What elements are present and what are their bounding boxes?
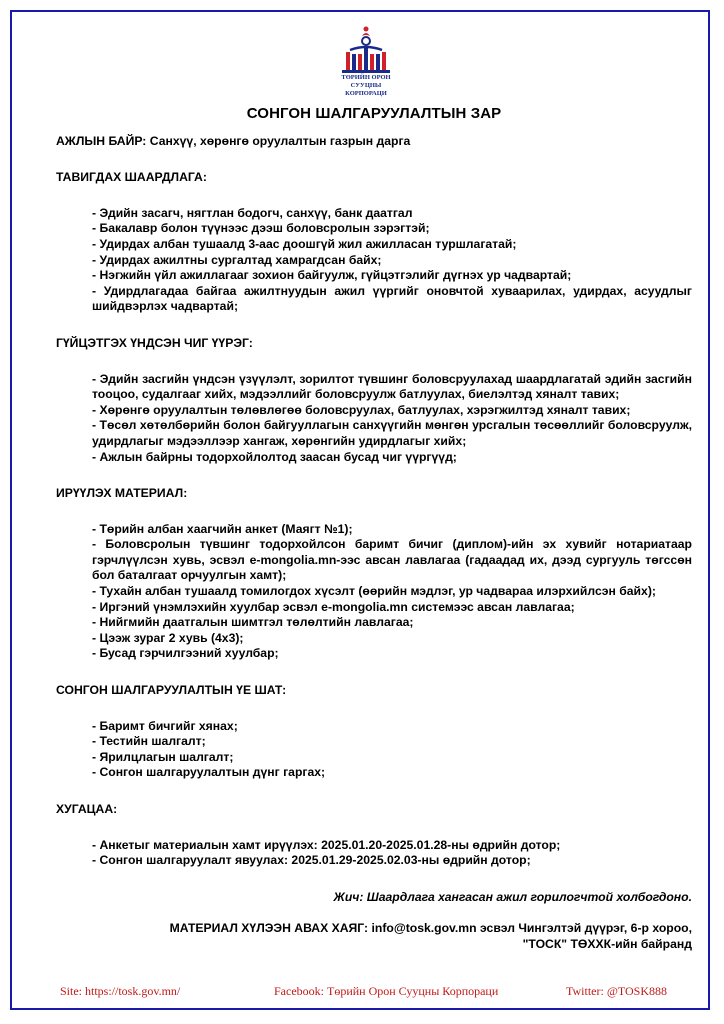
footer-facebook-link[interactable]: Facebook: Төрийн Орон Сууцны Корпораци (274, 984, 499, 998)
duties-heading: ГҮЙЦЭТГЭХ ҮНДСЭН ЧИГ ҮҮРЭГ: (56, 335, 253, 350)
deadline-heading: ХУГАЦАА: (56, 802, 118, 816)
list-item: - Бусад гэрчилгээний хуулбар; (92, 646, 279, 661)
note-text: Жич: Шаардлага хангасан ажил горилогчтой холбогдоно. (333, 889, 692, 904)
materials-heading: ИРҮҮЛЭХ МАТЕРИАЛ: (56, 486, 188, 501)
stages-heading: СОНГОН ШАЛГАРУУЛАЛТЫН ҮЕ ШАТ: (56, 683, 287, 698)
list-item: - Сонгон шалгаруулалт явуулах: 2025.01.29-2025.02.03-ны өдрийн дотор; (92, 853, 531, 868)
materials-list (56, 522, 692, 662)
list-item: - Нэгжийн үйл ажиллагааг зохион байгуулж, гүйцэтгэлийг дүгнэх ур чадвартай; (92, 268, 572, 283)
contact-line1: МАТЕРИАЛ ХҮЛЭЭН АВАХ ХАЯГ: info@tosk.gov.mn эсвэл Чингэлтэй дүүрэг, 6-р хороо, (169, 921, 692, 936)
list-item: - Удирдлагадаа байгаа ажилтнуудын ажил үүргийг оновчтой хуваарилах, удирдах, асуудлыг шийдвэрлэх чадвартай; (92, 283, 692, 314)
footer-site-link[interactable]: Site: https://tosk.gov.mn/ (60, 984, 181, 998)
list-item: - Удирдах албан тушаалд 3-аас доошгүй жил ажилласан туршлагатай; (92, 236, 517, 251)
list-item: - Төсөл хөтөлбөрийн болон байгууллагын санхүүгийн мөнгөн урсгалын төсөөллийг боловсруулж, удирдлагыг мэдээллээр хангаж, хөрөнгийн удирдлагыг хийх; (92, 418, 692, 448)
list-item: - Тухайн албан тушаалд томилогдох хүсэлт (өөрийн мэдлэг, ур чадвараа илэрхийлсэн байх); (92, 584, 656, 599)
list-item: - Эдийн засгийн үндсэн үзүүлэлт, зорилтот түвшинг боловсруулахад шаардлагатай эдийн засгийн тооцоо, судалгааг хийх, мэдээллийг боловсруулж батлуулах, биелэлтэд хяналт тавих; (92, 371, 692, 402)
tosk-logo (330, 24, 402, 100)
list-item: - Баримт бичгийг хянах; (92, 718, 238, 733)
list-item: - Эдийн засагч, нягтлан бодогч, санхүү, банк даатгал (92, 205, 413, 220)
list-item: - Ярилцлагын шалгалт; (92, 749, 234, 764)
position-value: Санхүү, хөрөнгө оруулалтын газрын дарга (149, 133, 411, 148)
list-item: - Төрийн албан хаагчийн анкет (Маягт №1); (92, 521, 353, 536)
logo-emblem-icon (336, 24, 396, 74)
list-item: - Удирдах ажилтны сургалтад хамрагдсан байх; (92, 252, 382, 267)
requirements-list (56, 206, 692, 315)
deadline-list (56, 838, 692, 869)
contact-line2: "ТОСК" ТӨХХК-ийн байранд (522, 936, 692, 951)
stages-list (56, 719, 692, 781)
list-item: - Тестийн шалгалт; (92, 734, 206, 749)
footer-twitter-link[interactable]: Twitter: @TOSK888 (566, 984, 667, 998)
duties-list (56, 372, 692, 466)
list-item: - Нийгмийн даатгалын шимтгэл төлөлтийн лавлагаа; (92, 615, 414, 630)
list-item: - Боловсролын түвшинг тодорхойлсон баримт бичиг (диплом)-ийн эх хувийг нотариатаар гэрчлүүлсэн хувь, эсвэл e-mongolia.mn-ээс авсан лавлагаа (гадаадад их, дээд сургууль төгссөн бол баталгаат орчуулгын хамт); (92, 537, 692, 583)
list-item: - Ажлын байрны тодорхойлолтод заасан бусад чиг үүргүүд; (92, 449, 457, 464)
position-line (56, 134, 692, 150)
list-item: - Сонгон шалгаруулалтын дүнг гаргах; (92, 765, 326, 780)
list-item: - Цээж зураг 2 хувь (4x3); (92, 630, 244, 645)
list-item: - Иргэний үнэмлэхийн хуулбар эсвэл e-mongolia.mn системээс авсан лавлагаа; (92, 599, 575, 614)
position-label: АЖЛЫН БАЙР: (56, 133, 147, 148)
logo-text-line2: КОРПОРАЦИ (345, 90, 387, 97)
announcement-body (56, 104, 692, 953)
list-item: - Хөрөнгө оруулалтын төлөвлөгөө боловсруулах, батлуулах, хэрэгжилтэд хяналт тавих; (92, 402, 631, 417)
list-item: - Бакалавр болон түүнээс дээш боловсролын зэрэгтэй; (92, 221, 430, 236)
logo-text-line1: ТӨРИЙН ОРОН СУУЦНЫ (341, 74, 391, 89)
page-title: СОНГОН ШАЛГАРУУЛАЛТЫН ЗАР (246, 105, 502, 122)
requirements-heading: ТАВИГДАХ ШААРДЛАГА: (56, 170, 207, 185)
list-item: - Анкетыг материалын хамт ирүүлэх: 2025.01.20-2025.01.28-ны өдрийн дотор; (92, 837, 561, 852)
